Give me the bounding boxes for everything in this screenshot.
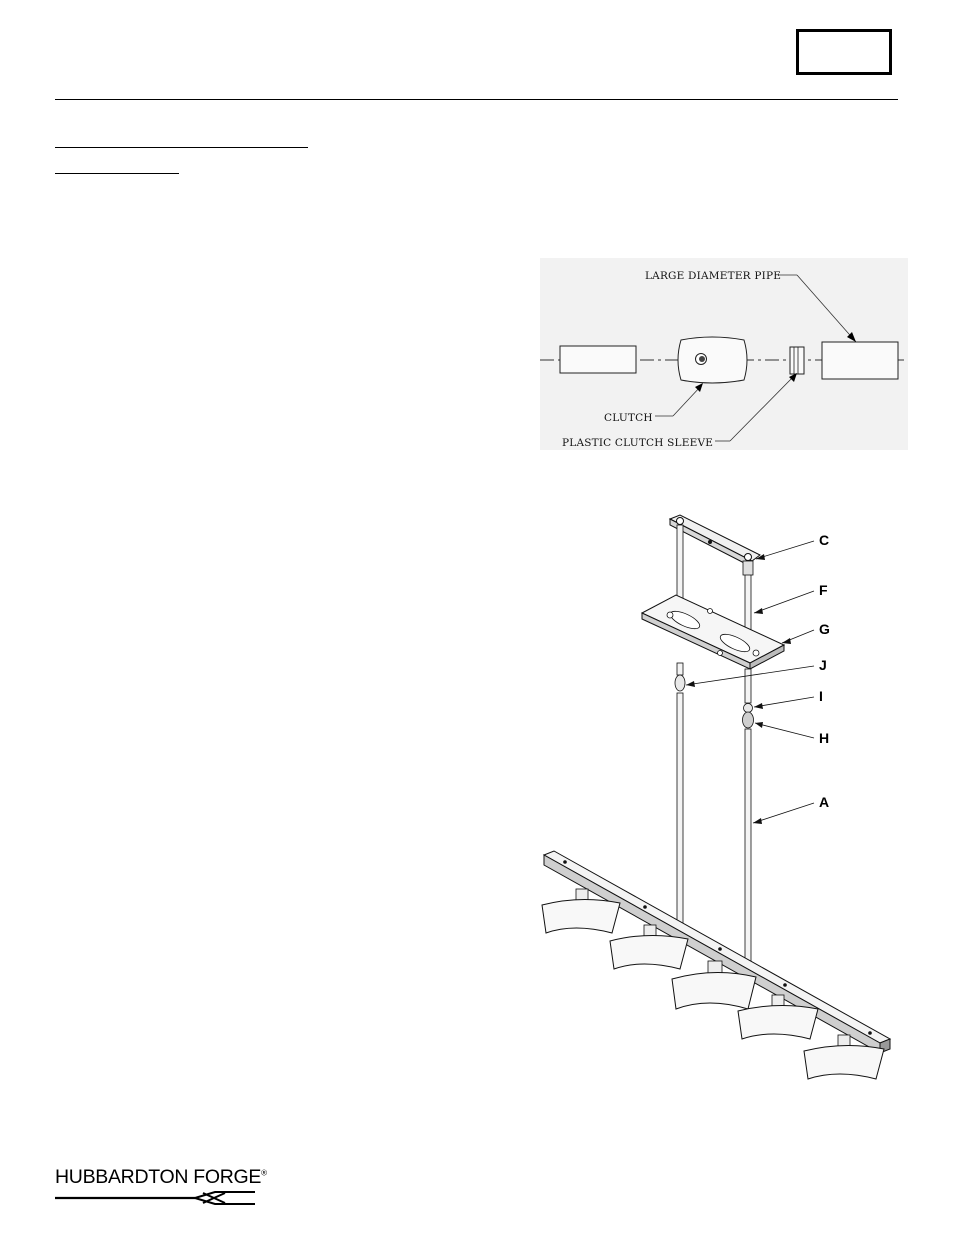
large-diameter-pipe <box>822 342 898 379</box>
part-label-g: G <box>819 621 830 637</box>
label-plastic-clutch-sleeve: PLASTIC CLUTCH SLEEVE <box>562 437 714 449</box>
part-label-i: I <box>819 688 823 704</box>
label-clutch: CLUTCH <box>604 412 653 424</box>
fixture-assembly-diagram <box>520 505 910 1095</box>
label-large-diameter-pipe: LARGE DIAMETER PIPE <box>645 270 782 282</box>
fixture-bar <box>544 851 890 1053</box>
clutch-diagram <box>540 258 908 450</box>
hubbardton-forge-logo <box>55 1166 270 1210</box>
canopy-plate <box>642 595 784 669</box>
part-label-c: C <box>819 532 830 548</box>
clutch-j <box>675 675 685 691</box>
part-label-j: J <box>819 657 827 673</box>
tongs-icon <box>55 1190 260 1206</box>
clutch-h <box>743 712 754 728</box>
clutch-sleeve <box>790 347 804 374</box>
part-label-f: F <box>819 582 828 598</box>
logo-brand-text: HUBBARDTON FORGE <box>55 1166 262 1188</box>
underline-blank-1 <box>55 147 308 148</box>
header-rule <box>55 99 898 100</box>
crossbar <box>670 515 760 567</box>
clutch-sleeve-i <box>744 704 753 713</box>
page-number-box <box>796 29 892 75</box>
part-label-h: H <box>819 730 830 746</box>
logo-wordmark <box>55 1166 267 1189</box>
lower-rod-right <box>745 729 751 965</box>
registered-mark: ® <box>261 1168 267 1178</box>
clutch-body <box>678 337 747 383</box>
underline-blank-2 <box>55 173 179 174</box>
lower-rod-left <box>677 693 683 933</box>
part-label-a: A <box>819 794 830 810</box>
small-pipe <box>560 346 636 373</box>
